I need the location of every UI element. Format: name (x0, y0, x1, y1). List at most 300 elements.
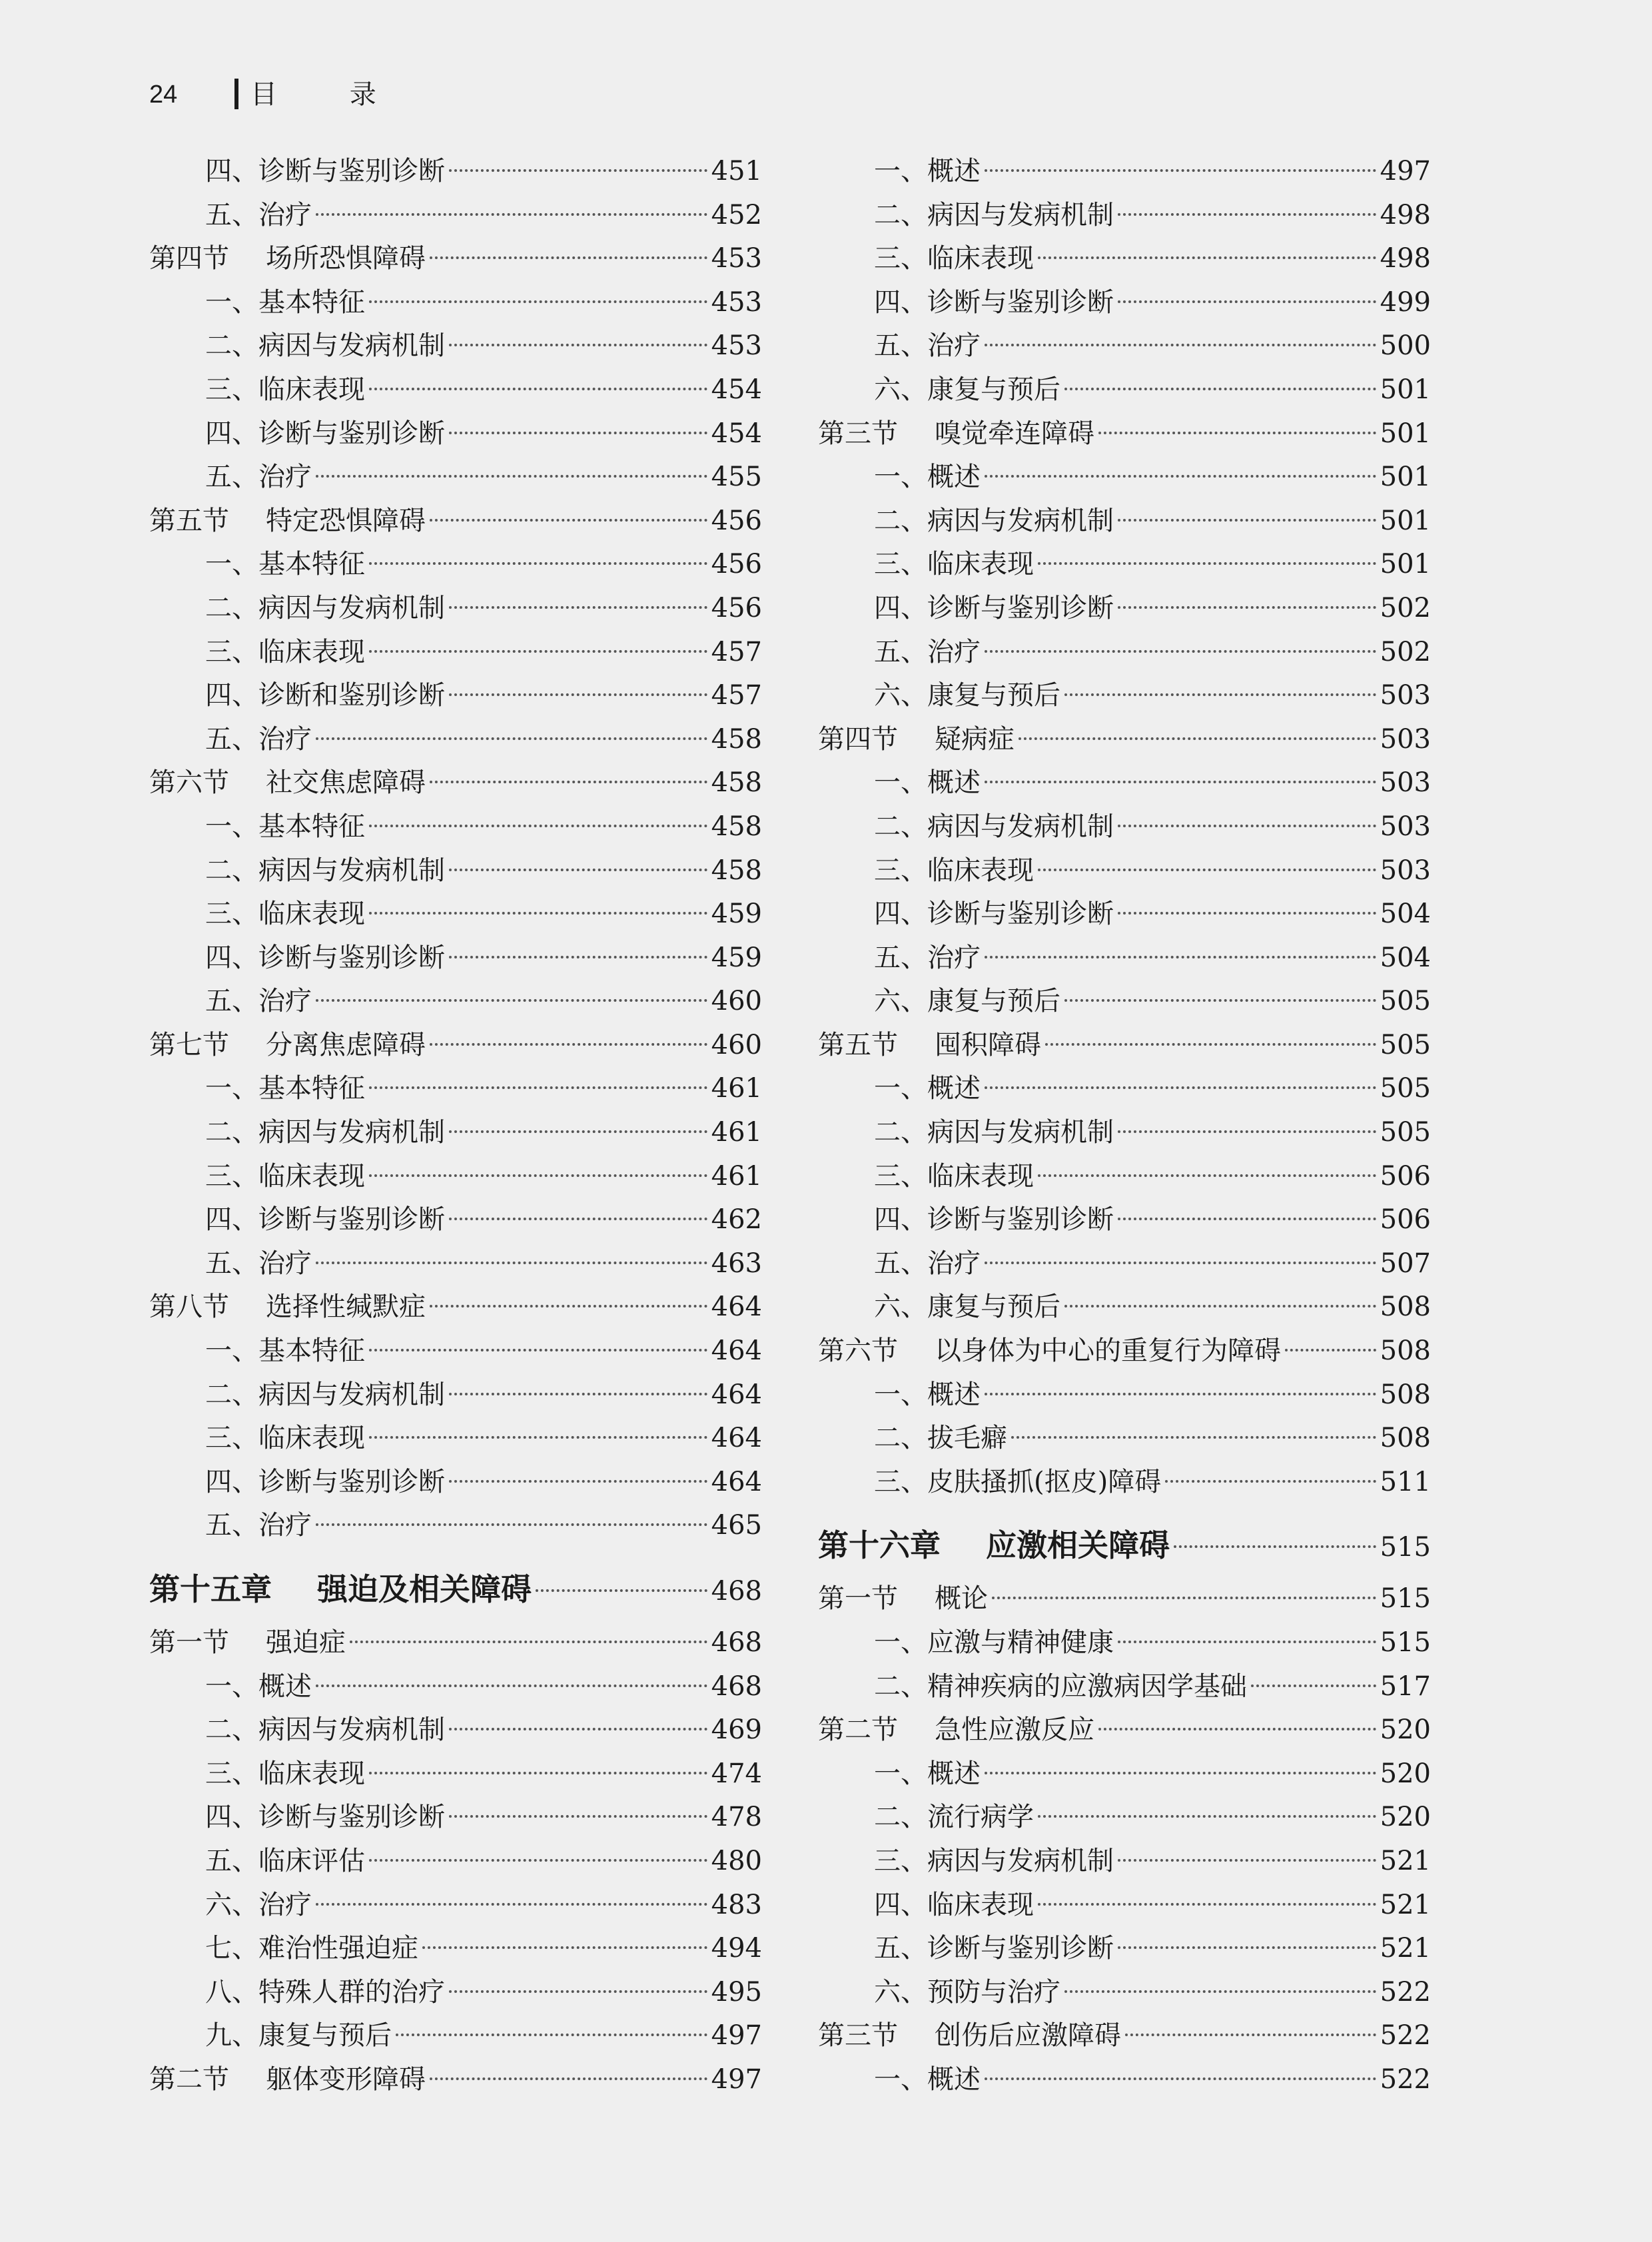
toc-entry-text: 二、病因与发病机制 (874, 505, 1114, 536)
dot-leader (449, 606, 707, 609)
toc-entry-sub[interactable] (818, 543, 1431, 587)
dot-leader (1064, 693, 1376, 696)
toc-entry-sub[interactable] (818, 194, 1431, 238)
toc-entry-title (818, 1417, 1007, 1461)
toc-entry-sub[interactable] (149, 412, 762, 456)
toc-entry-page: 506 (1380, 1204, 1431, 1236)
toc-entry-section[interactable] (149, 237, 762, 281)
toc-entry-page: 461 (711, 1073, 762, 1104)
toc-entry-sub[interactable] (149, 1155, 762, 1199)
toc-entry-page: 502 (1380, 592, 1431, 623)
toc-entry-chapter[interactable] (149, 1561, 762, 1617)
dot-leader (369, 912, 707, 915)
dot-leader (369, 388, 707, 390)
toc-entry-sub[interactable] (149, 718, 762, 762)
dot-leader (430, 519, 707, 522)
toc-entry-sub[interactable] (818, 456, 1431, 500)
toc-entry-sub[interactable] (818, 1067, 1431, 1111)
toc-entry-page: 464 (711, 1379, 762, 1410)
toc-entry-title (149, 1840, 365, 1884)
toc-entry-text: 选择性缄默症 (266, 1292, 426, 1323)
toc-entry-page: 508 (1380, 1423, 1431, 1454)
toc-entry-sub[interactable] (818, 150, 1431, 194)
toc-entry-page: 501 (1380, 505, 1431, 536)
toc-entry-title (818, 1461, 1161, 1505)
toc-entry-sub[interactable] (149, 456, 762, 500)
toc-entry-label: 第八节 (149, 1292, 229, 1323)
toc-entry-title (149, 805, 365, 849)
toc-entry-text: 三、临床表现 (874, 243, 1034, 274)
toc-entry-page: 511 (1380, 1466, 1431, 1497)
toc-entry-text: 四、诊断和鉴别诊断 (205, 680, 445, 711)
dot-leader (369, 562, 707, 565)
toc-entry-label: 第五节 (818, 1029, 898, 1060)
dot-leader (316, 1523, 707, 1526)
toc-entry-title (149, 1286, 426, 1329)
toc-entry-title (818, 980, 1060, 1024)
dot-leader (449, 869, 707, 871)
toc-entry-text: 创伤后应激障碍 (935, 2020, 1121, 2052)
toc-entry-text: 二、精神疾病的应激病因学基础 (874, 1671, 1247, 1702)
toc-entry-sub[interactable] (818, 1621, 1431, 1665)
dot-leader (1064, 1305, 1376, 1308)
toc-entry-text: 二、病因与发病机制 (205, 1714, 445, 1746)
toc-entry-title (149, 1752, 365, 1796)
dot-leader (985, 1393, 1376, 1395)
toc-entry-text: 五、诊断与鉴别诊断 (874, 1933, 1114, 1964)
toc-entry-title (818, 1024, 1041, 1068)
toc-entry-sub[interactable] (149, 1884, 762, 1928)
toc-entry-section[interactable] (818, 412, 1431, 456)
toc-entry-title (149, 1155, 365, 1199)
toc-entry-page: 462 (711, 1204, 762, 1236)
toc-entry-sub[interactable] (818, 1373, 1431, 1417)
toc-entry-title (149, 631, 365, 675)
toc-entry-sub[interactable] (149, 2014, 762, 2058)
toc-entry-text: 四、诊断与鉴别诊断 (205, 1802, 445, 1833)
toc-entry-text: 二、拔毛癖 (874, 1423, 1007, 1454)
toc-entry-text: 四、临床表现 (874, 1889, 1034, 1920)
toc-entry-title (818, 1242, 981, 1286)
toc-entry-title (149, 324, 445, 368)
toc-entry-page: 474 (711, 1758, 762, 1789)
toc-entry-section[interactable] (818, 1577, 1431, 1621)
toc-entry-sub[interactable] (149, 805, 762, 849)
dot-leader (396, 2034, 707, 2036)
toc-entry-sub[interactable] (149, 1242, 762, 1286)
dot-leader (1118, 1130, 1376, 1133)
toc-entry-title (149, 194, 312, 238)
dot-leader (1118, 1218, 1376, 1220)
toc-entry-text: 四、诊断与鉴别诊断 (205, 1466, 445, 1497)
toc-entry-title (818, 194, 1114, 238)
toc-entry-title (818, 543, 1034, 587)
toc-entry-page: 507 (1380, 1248, 1431, 1279)
toc-entry-page: 458 (711, 723, 762, 755)
toc-entry-section[interactable] (149, 500, 762, 544)
toc-entry-label: 第六节 (818, 1335, 898, 1367)
toc-entry-label: 第一节 (149, 1627, 229, 1658)
toc-entry-text: 三、临床表现 (205, 636, 365, 667)
toc-entry-title (149, 368, 365, 412)
toc-entry-title (818, 368, 1060, 412)
toc-entry-text: 一、基本特征 (205, 1335, 365, 1367)
toc-entry-sub[interactable] (149, 324, 762, 368)
toc-entry-section[interactable] (818, 1708, 1431, 1752)
toc-entry-label: 第二节 (818, 1714, 898, 1746)
toc-entry-title (149, 761, 426, 805)
toc-entry-sub[interactable] (149, 631, 762, 675)
toc-entry-sub[interactable] (149, 1708, 762, 1752)
toc-entry-text: 五、治疗 (874, 330, 981, 362)
toc-entry-title (149, 1665, 312, 1709)
toc-entry-sub[interactable] (818, 1752, 1431, 1796)
toc-entry-text: 场所恐惧障碍 (266, 243, 426, 274)
toc-entry-label: 第四节 (149, 243, 229, 274)
toc-entry-sub[interactable] (149, 1752, 762, 1796)
toc-entry-sub[interactable] (149, 1373, 762, 1417)
toc-entry-title (818, 1111, 1114, 1155)
toc-entry-sub[interactable] (818, 1927, 1431, 1971)
toc-entry-text: 五、治疗 (205, 199, 312, 230)
toc-entry-sub[interactable] (818, 980, 1431, 1024)
toc-entry-text: 急性应激反应 (935, 1714, 1094, 1746)
dot-leader (1098, 1728, 1376, 1730)
toc-entry-text: 二、病因与发病机制 (205, 330, 445, 362)
toc-entry-text: 一、概述 (874, 2063, 981, 2095)
toc-entry-title (818, 718, 1015, 762)
toc-entry-section[interactable] (818, 718, 1431, 762)
toc-entry-label: 第五节 (149, 505, 229, 536)
toc-entry-sub[interactable] (149, 1067, 762, 1111)
toc-entry-text: 五、治疗 (205, 1248, 312, 1279)
page-number: 24 (149, 81, 178, 109)
toc-entry-page: 505 (1380, 986, 1431, 1017)
toc-entry-title (149, 500, 426, 544)
toc-entry-sub[interactable] (818, 1111, 1431, 1155)
toc-entry-page: 461 (711, 1117, 762, 1148)
toc-entry-sub[interactable] (818, 1840, 1431, 1884)
toc-entry-sub[interactable] (149, 936, 762, 980)
dot-leader (369, 825, 707, 827)
toc-entry-text: 三、病因与发病机制 (874, 1845, 1114, 1876)
toc-entry-text: 一、概述 (874, 156, 981, 187)
toc-entry-page: 458 (711, 811, 762, 842)
dot-leader (1038, 1815, 1376, 1818)
toc-entry-sub[interactable] (149, 1665, 762, 1709)
dot-leader (1118, 213, 1376, 216)
toc-entry-text: 一、应激与精神健康 (874, 1627, 1114, 1658)
toc-entry-title (818, 412, 1094, 456)
toc-entry-text: 七、难治性强迫症 (205, 1933, 418, 1964)
toc-entry-label: 第十五章 (149, 1571, 272, 1607)
dot-leader (1118, 300, 1376, 303)
toc-entry-sub[interactable] (818, 2058, 1431, 2102)
toc-entry-sub[interactable] (818, 761, 1431, 805)
toc-entry-title (149, 1971, 445, 2015)
toc-entry-section[interactable] (149, 1024, 762, 1068)
dot-leader (985, 650, 1376, 653)
toc-entry-sub[interactable] (818, 674, 1431, 718)
toc-entry-page: 464 (711, 1292, 762, 1323)
toc-entry-sub[interactable] (818, 936, 1431, 980)
toc-entry-title (818, 674, 1060, 718)
toc-entry-text: 分离焦虑障碍 (266, 1029, 426, 1060)
toc-entry-sub[interactable] (149, 1840, 762, 1884)
dot-leader (369, 300, 707, 303)
toc-entry-page: 454 (711, 418, 762, 449)
dot-leader (449, 169, 707, 172)
toc-entry-label: 第六节 (149, 767, 229, 799)
toc-entry-page: 515 (1380, 1583, 1431, 1615)
toc-entry-label: 第十六章 (818, 1527, 941, 1564)
toc-entry-sub[interactable] (149, 543, 762, 587)
toc-entry-section[interactable] (149, 1286, 762, 1329)
toc-entry-section[interactable] (818, 1024, 1431, 1068)
toc-entry-page: 503 (1380, 811, 1431, 842)
toc-entry-title (818, 2058, 981, 2102)
toc-entry-text: 社交焦虑障碍 (266, 767, 426, 799)
toc-entry-text: 四、诊断与鉴别诊断 (205, 1204, 445, 1236)
toc-entry-title (149, 1461, 445, 1505)
toc-entry-sub[interactable] (818, 281, 1431, 325)
dot-leader (449, 1218, 707, 1220)
toc-entry-title (149, 1796, 445, 1840)
dot-leader (985, 781, 1376, 783)
toc-entry-text: 二、病因与发病机制 (874, 199, 1114, 230)
toc-entry-sub[interactable] (149, 980, 762, 1024)
toc-entry-sub[interactable] (818, 1155, 1431, 1199)
dot-leader (350, 1641, 707, 1643)
dot-leader (449, 432, 707, 434)
dot-leader (985, 1086, 1376, 1089)
dot-leader (449, 956, 707, 958)
toc-entry-title (149, 1198, 445, 1242)
toc-entry-text: 嗅觉牵连障碍 (935, 418, 1094, 449)
toc-entry-sub[interactable] (149, 1796, 762, 1840)
toc-entry-title (149, 1067, 365, 1111)
toc-entry-text: 九、康复与预后 (205, 2020, 392, 2052)
toc-entry-page: 454 (711, 374, 762, 405)
toc-entry-title (818, 2014, 1121, 2058)
toc-entry-sub[interactable] (149, 150, 762, 194)
toc-entry-title (818, 1927, 1114, 1971)
toc-entry-text: 四、诊断与鉴别诊断 (205, 942, 445, 973)
dot-leader (1118, 1946, 1376, 1949)
dot-leader (1125, 2034, 1376, 2036)
toc-entry-page: 521 (1380, 1845, 1431, 1876)
toc-entry-page: 504 (1380, 942, 1431, 973)
toc-entry-sub[interactable] (818, 849, 1431, 893)
toc-entry-sub[interactable] (818, 587, 1431, 631)
toc-entry-sub[interactable] (149, 368, 762, 412)
toc-entry-label: 第二节 (149, 2063, 229, 2095)
dot-leader (985, 956, 1376, 958)
toc-entry-sub[interactable] (818, 1665, 1431, 1709)
toc-entry-page: 506 (1380, 1160, 1431, 1192)
toc-entry-text: 六、康复与预后 (874, 374, 1060, 405)
toc-entry-page: 503 (1380, 680, 1431, 711)
toc-entry-sub[interactable] (818, 1286, 1431, 1329)
toc-entry-page: 458 (711, 767, 762, 799)
toc-entry-page: 499 (1380, 286, 1431, 318)
dot-leader (369, 1349, 707, 1351)
toc-entry-title (818, 1884, 1034, 1928)
toc-entry-page: 457 (711, 680, 762, 711)
toc-entry-section[interactable] (149, 2058, 762, 2102)
toc-entry-sub[interactable] (818, 631, 1431, 675)
toc-entry-sub[interactable] (818, 1417, 1431, 1461)
toc-entry-text: 以身体为中心的重复行为障碍 (935, 1335, 1281, 1367)
toc-entry-page: 520 (1380, 1758, 1431, 1789)
toc-entry-page: 459 (711, 899, 762, 930)
toc-entry-title (149, 1024, 426, 1068)
dot-leader (449, 1728, 707, 1730)
toc-entry-page: 460 (711, 986, 762, 1017)
toc-entry-sub[interactable] (818, 368, 1431, 412)
toc-entry-text: 一、概述 (874, 1758, 981, 1789)
toc-entry-title (818, 500, 1114, 544)
toc-entry-sub[interactable] (818, 893, 1431, 936)
toc-entry-sub[interactable] (818, 324, 1431, 368)
toc-entry-title (818, 1155, 1034, 1199)
toc-entry-text: 应激相关障碍 (986, 1527, 1170, 1564)
dot-leader (1165, 1480, 1376, 1483)
dot-leader (369, 1859, 707, 1862)
toc-entry-sub[interactable] (149, 1927, 762, 1971)
toc-entry-page: 452 (711, 199, 762, 230)
toc-entry-sub[interactable] (818, 500, 1431, 544)
dot-leader (1038, 869, 1376, 871)
toc-entry-text: 一、基本特征 (205, 811, 365, 842)
toc-entry-sub[interactable] (818, 1884, 1431, 1928)
toc-entry-sub[interactable] (818, 1796, 1431, 1840)
toc-entry-text: 五、临床评估 (205, 1845, 365, 1876)
toc-entry-title (149, 543, 365, 587)
toc-entry-page: 500 (1380, 330, 1431, 362)
toc-entry-title (149, 150, 445, 194)
toc-entry-title (818, 1796, 1034, 1840)
toc-entry-sub[interactable] (149, 1329, 762, 1373)
toc-entry-section[interactable] (149, 761, 762, 805)
toc-entry-title (818, 237, 1034, 281)
toc-entry-title (818, 1708, 1094, 1752)
dot-leader (316, 737, 707, 740)
toc-entry-sub[interactable] (149, 1461, 762, 1505)
dot-leader (1118, 1859, 1376, 1862)
toc-entry-text: 五、治疗 (205, 986, 312, 1017)
toc-entry-section[interactable] (149, 1621, 762, 1665)
dot-leader (430, 781, 707, 783)
toc-entry-title (818, 1373, 981, 1417)
toc-entry-sub[interactable] (149, 281, 762, 325)
toc-entry-text: 八、特殊人群的治疗 (205, 1976, 445, 2008)
dot-leader (1019, 737, 1376, 740)
dot-leader (316, 1903, 707, 1906)
dot-leader (536, 1589, 707, 1592)
toc-entry-section[interactable] (818, 2014, 1431, 2058)
toc-entry-sub[interactable] (818, 1971, 1431, 2015)
toc-entry-title (818, 456, 981, 500)
toc-entry-title (149, 674, 445, 718)
dot-leader (449, 1480, 707, 1483)
toc-entry-page: 508 (1380, 1335, 1431, 1367)
toc-entry-page: 520 (1380, 1714, 1431, 1746)
toc-entry-sub[interactable] (818, 237, 1431, 281)
toc-entry-sub[interactable] (149, 674, 762, 718)
toc-entry-text: 三、临床表现 (874, 549, 1034, 580)
toc-entry-title (149, 1329, 365, 1373)
toc-entry-text: 二、病因与发病机制 (205, 1379, 445, 1410)
dot-leader (1038, 256, 1376, 259)
dot-leader (449, 693, 707, 696)
toc-entry-sub[interactable] (149, 194, 762, 238)
toc-entry-page: 520 (1380, 1802, 1431, 1833)
toc-entry-title (149, 893, 365, 936)
toc-entry-chapter[interactable] (818, 1517, 1431, 1573)
toc-entry-text: 五、治疗 (874, 1248, 981, 1279)
toc-entry-title (149, 1561, 532, 1617)
toc-entry-text: 五、治疗 (205, 1510, 312, 1541)
toc-column-left (149, 150, 762, 2102)
toc-entry-sub[interactable] (818, 1198, 1431, 1242)
toc-entry-sub[interactable] (149, 849, 762, 893)
header-title: 目 录 (250, 79, 408, 110)
toc-entry-page: 522 (1380, 2020, 1431, 2052)
dot-leader (985, 2077, 1376, 2080)
toc-entry-text: 四、诊断与鉴别诊断 (205, 156, 445, 187)
toc-entry-page: 468 (711, 1576, 762, 1607)
toc-entry-text: 二、病因与发病机制 (205, 1117, 445, 1148)
dot-leader (1251, 1684, 1376, 1687)
toc-entry-sub[interactable] (149, 1198, 762, 1242)
toc-entry-label: 第七节 (149, 1029, 229, 1060)
toc-entry-page: 497 (711, 2063, 762, 2095)
toc-entry-page: 497 (1380, 156, 1431, 187)
toc-entry-page: 501 (1380, 418, 1431, 449)
toc-entry-sub[interactable] (149, 893, 762, 936)
dot-leader (369, 1086, 707, 1089)
toc-entry-title (818, 936, 981, 980)
toc-entry-title (818, 1971, 1060, 2015)
toc-entry-page: 464 (711, 1335, 762, 1367)
toc-entry-section[interactable] (818, 1329, 1431, 1373)
toc-entry-sub[interactable] (149, 587, 762, 631)
toc-entry-page: 468 (711, 1671, 762, 1702)
toc-entry-sub[interactable] (818, 1461, 1431, 1505)
dot-leader (1174, 1545, 1376, 1548)
toc-entry-text: 二、病因与发病机制 (205, 855, 445, 886)
toc-entry-title (818, 1752, 981, 1796)
toc-entry-sub[interactable] (818, 805, 1431, 849)
toc-entry-page: 453 (711, 243, 762, 274)
toc-entry-page: 478 (711, 1802, 762, 1833)
toc-entry-text: 三、临床表现 (205, 899, 365, 930)
dot-leader (985, 344, 1376, 346)
toc-entry-title (818, 805, 1114, 849)
toc-entry-page: 508 (1380, 1379, 1431, 1410)
toc-entry-sub[interactable] (818, 1242, 1431, 1286)
toc-entry-sub[interactable] (149, 1504, 762, 1548)
toc-entry-text: 三、皮肤搔抓(抠皮)障碍 (874, 1466, 1162, 1497)
toc-entry-sub[interactable] (149, 1417, 762, 1461)
toc-entry-text: 一、基本特征 (205, 1073, 365, 1104)
toc-entry-page: 515 (1380, 1532, 1431, 1563)
dot-leader (449, 1815, 707, 1818)
toc-entry-sub[interactable] (149, 1111, 762, 1155)
toc-entry-sub[interactable] (149, 1971, 762, 2015)
toc-entry-title (149, 980, 312, 1024)
